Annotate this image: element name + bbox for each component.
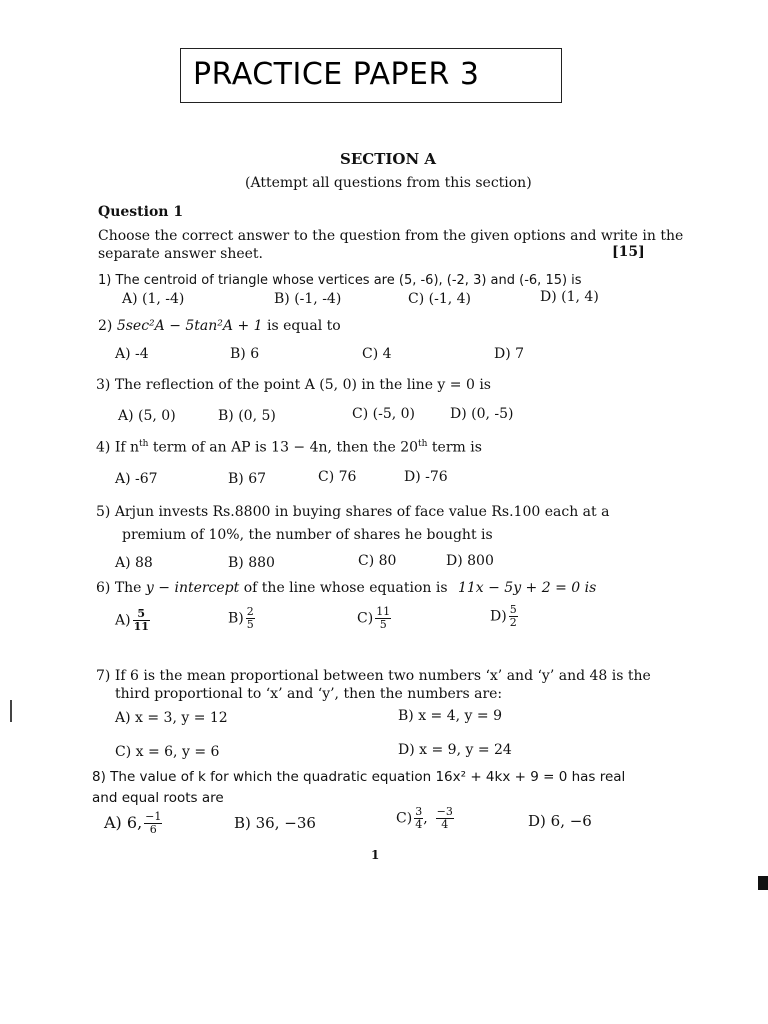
q5-option-d: D) 800	[446, 553, 494, 569]
q4-sup-2: th	[418, 439, 428, 449]
q2-rest: is equal to	[267, 318, 341, 334]
q6-option-a	[115, 608, 150, 633]
q1-option-b: B) (-1, -4)	[274, 291, 342, 307]
question-label: Question 1	[98, 204, 184, 220]
marks: [15]	[612, 244, 645, 260]
q3-option-a: A) (5, 0)	[118, 408, 176, 424]
q7-option-a: A) x = 3, y = 12	[115, 710, 228, 726]
q6-b-denominator: 5	[246, 618, 254, 631]
q1-option-c: C) (-1, 4)	[408, 291, 471, 307]
q2-stem	[98, 318, 341, 334]
q7-line-1: 7) If 6 is the mean proportional between two numbers ‘x’ and ‘y’ and 48 is the	[96, 668, 651, 684]
q4-text-mid: term of an AP is 13 − 4n, then the 20	[148, 439, 419, 456]
q4-sup-1: th	[139, 439, 149, 449]
title-box	[180, 48, 562, 103]
q6-b-numerator: 2	[246, 605, 254, 618]
q4-stem	[96, 439, 482, 456]
q1-option-d: D) (1, 4)	[540, 289, 599, 305]
q2-option-c: C) 4	[362, 346, 392, 362]
q6-option-c	[357, 606, 391, 631]
q4-text-pre: 4) If n	[96, 439, 139, 456]
q8-c-denominator-2: 4	[441, 818, 449, 831]
q6-c-numerator: 11	[376, 605, 391, 618]
q2-expression: 5sec²A − 5tan²A + 1	[116, 318, 263, 334]
q8-c-numerator-1: 3	[415, 805, 423, 818]
q6-text-pre: 6) The	[96, 580, 142, 596]
q8-a-numerator: −1	[145, 810, 162, 823]
q8-line-1: 8) The value of k for which the quadratic equation 16x² + 4kx + 9 = 0 has real	[92, 769, 626, 785]
q8-option-a-label: A) 6,	[104, 813, 143, 832]
q7-line-2: third proportional to ‘x’ and ‘y’, then the numbers are:	[115, 686, 503, 702]
q2-number: 2)	[98, 318, 113, 334]
q3-stem: 3) The reflection of the point A (5, 0) in the line y = 0 is	[96, 377, 491, 393]
q6-option-b	[228, 606, 255, 631]
q3-option-d: D) (0, -5)	[450, 406, 514, 422]
q5-line-2: premium of 10%, the number of shares he bought is	[122, 527, 493, 543]
q8-option-c	[396, 806, 454, 831]
q8-c-numerator-2: −3	[436, 805, 453, 818]
q1-option-a: A) (1, -4)	[122, 291, 185, 307]
q6-option-d-label: D)	[490, 608, 507, 625]
q6-a-numerator: 5	[133, 608, 150, 621]
q5-option-c: C) 80	[358, 553, 397, 569]
q4-option-c: C) 76	[318, 469, 357, 485]
q8-option-b: B) 36, −36	[234, 814, 316, 832]
q7-option-c: C) x = 6, y = 6	[115, 744, 220, 760]
q5-line-1: 5) Arjun invests Rs.8800 in buying shares of face value Rs.100 each at a	[96, 504, 610, 520]
q6-option-a-label: A)	[115, 612, 131, 629]
q6-d-denominator: 2	[509, 616, 517, 629]
q6-stem	[96, 580, 596, 596]
q6-text-post: of the line whose equation is	[243, 580, 448, 596]
instruction-line-2: separate answer sheet.	[98, 246, 263, 262]
q4-option-d: D) -76	[404, 469, 448, 485]
q8-c-denominator-1: 4	[415, 818, 423, 831]
q2-option-d: D) 7	[494, 346, 525, 362]
page-title: PRACTICE PAPER 3	[193, 57, 480, 92]
q8-option-c-label: C)	[396, 810, 413, 827]
q6-c-denominator: 5	[379, 618, 387, 631]
q6-y-intercept: y − intercept	[145, 580, 240, 596]
q3-option-b: B) (0, 5)	[218, 408, 276, 424]
page-number: 1	[371, 848, 380, 862]
section-heading: SECTION A	[340, 150, 437, 168]
q6-option-b-label: B)	[228, 610, 244, 627]
q8-a-denominator: 6	[149, 823, 157, 836]
scan-edge-mark-right	[758, 876, 768, 890]
q8-option-d: D) 6, −6	[528, 812, 592, 830]
q2-option-a: A) -4	[115, 346, 149, 362]
q7-option-d: D) x = 9, y = 24	[398, 742, 512, 758]
q2-option-b: B) 6	[230, 346, 260, 362]
instruction-line-1: Choose the correct answer to the question from the given options and write in the	[98, 228, 684, 244]
q6-d-numerator: 5	[509, 603, 517, 616]
q6-option-c-label: C)	[357, 610, 374, 627]
q1-stem: 1) The centroid of triangle whose vertices are (5, -6), (-2, 3) and (-6, 15) is	[98, 273, 582, 288]
q6-a-denominator: 11	[133, 620, 149, 633]
q4-option-b: B) 67	[228, 471, 267, 487]
q4-text-post: term is	[427, 439, 482, 456]
q6-equation: 11x − 5y + 2 = 0 is	[457, 580, 597, 596]
q8-c-separator: ,	[423, 810, 428, 827]
q3-option-c: C) (-5, 0)	[352, 406, 415, 422]
q5-option-b: B) 880	[228, 555, 275, 571]
q8-option-a	[104, 811, 162, 836]
section-note: (Attempt all questions from this section)	[245, 175, 532, 191]
q7-option-b: B) x = 4, y = 9	[398, 708, 502, 724]
q6-option-d	[490, 604, 518, 629]
scan-edge-mark-left	[10, 700, 12, 722]
q8-line-2: and equal roots are	[92, 790, 224, 806]
q4-option-a: A) -67	[115, 471, 158, 487]
q5-option-a: A) 88	[115, 555, 153, 571]
